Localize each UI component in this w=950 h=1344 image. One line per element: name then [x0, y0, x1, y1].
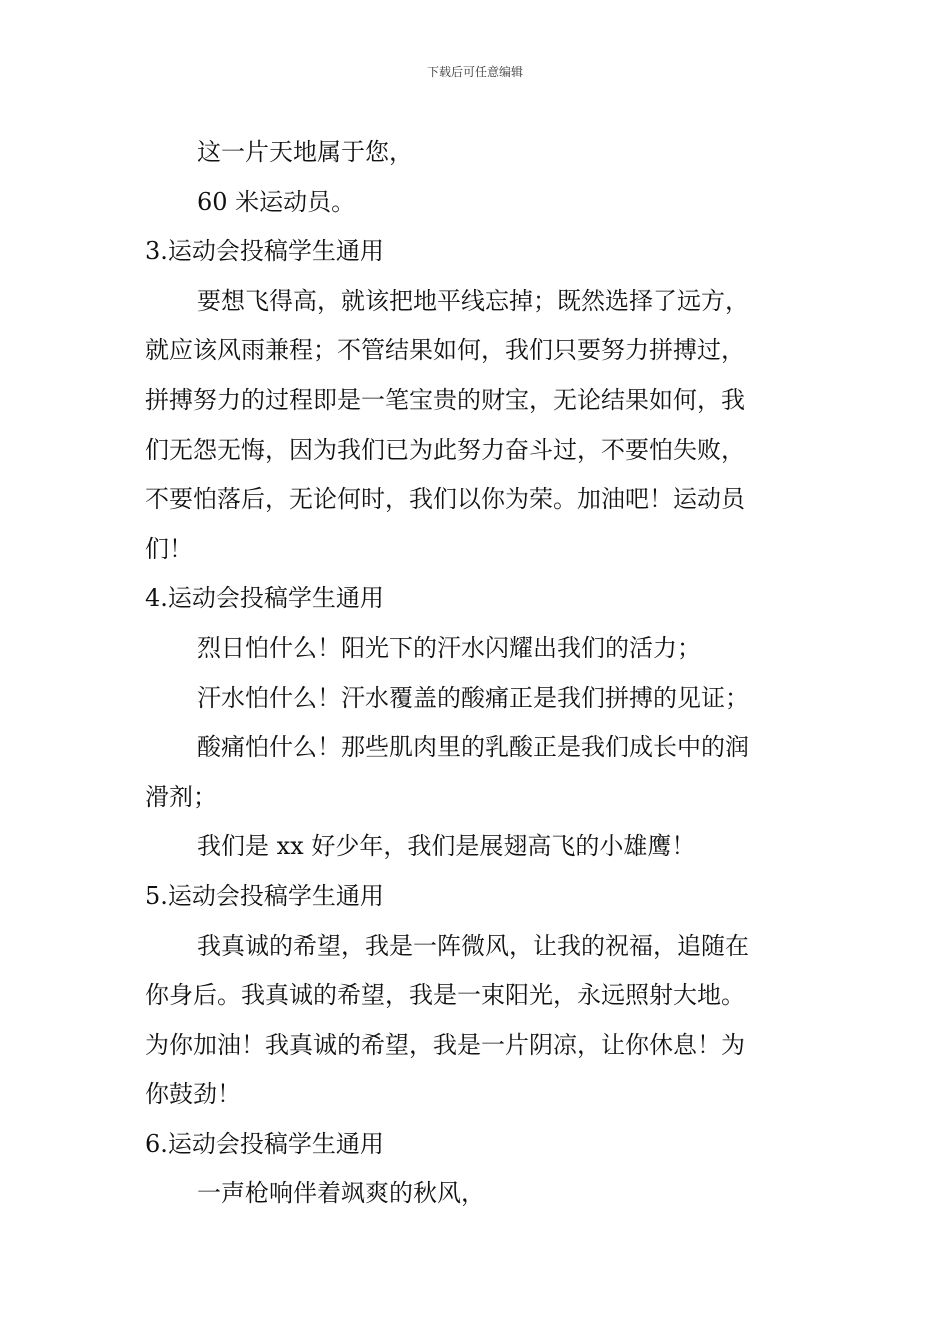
text-line: 不要怕落后，无论何时，我们以你为荣。加油吧！运动员: [145, 485, 745, 514]
text-line: 这一片天地属于您，: [197, 138, 413, 166]
section-heading: 3.运动会投稿学生通用: [145, 237, 384, 266]
text-line: 你鼓劲！: [145, 1080, 241, 1109]
document-body: [145, 128, 810, 1219]
section-heading: 6.运动会投稿学生通用: [145, 1129, 384, 1158]
text-line: 要想飞得高，就该把地平线忘掉；既然选择了远方，: [197, 286, 749, 315]
text-line: 一声枪响伴着飒爽的秋风，: [197, 1179, 485, 1208]
text-line: 们无怨无悔，因为我们已为此努力奋斗过，不要怕失败，: [145, 435, 745, 464]
text-line: 酸痛怕什么！那些肌肉里的乳酸正是我们成长中的润: [197, 733, 749, 762]
text-line: 我真诚的希望，我是一阵微风，让我的祝福，追随在: [197, 931, 749, 960]
text-line: 就应该风雨兼程；不管结果如何，我们只要努力拼搏过，: [145, 336, 745, 365]
section-heading: 5.运动会投稿学生通用: [145, 881, 384, 910]
text-line: 滑剂；: [145, 782, 217, 811]
text-line: 我们是 xx 好少年，我们是展翅高飞的小雄鹰！: [197, 832, 696, 861]
page-header: 下载后可任意编辑: [426, 65, 523, 79]
text-line: 拼搏努力的过程即是一笔宝贵的财宝，无论结果如何，我: [145, 385, 745, 414]
text-line: 60 米运动员。: [197, 187, 356, 216]
text-line: 为你加油！我真诚的希望，我是一片阴凉，让你休息！为: [145, 1030, 745, 1059]
section-heading: 4.运动会投稿学生通用: [145, 584, 384, 613]
text-line: 你身后。我真诚的希望，我是一束阳光，永远照射大地。: [145, 981, 745, 1010]
text-line: 们！: [145, 534, 193, 563]
text-line: 汗水怕什么！汗水覆盖的酸痛正是我们拼搏的见证；: [197, 683, 749, 712]
text-line: 烈日怕什么！阳光下的汗水闪耀出我们的活力；: [197, 633, 701, 662]
